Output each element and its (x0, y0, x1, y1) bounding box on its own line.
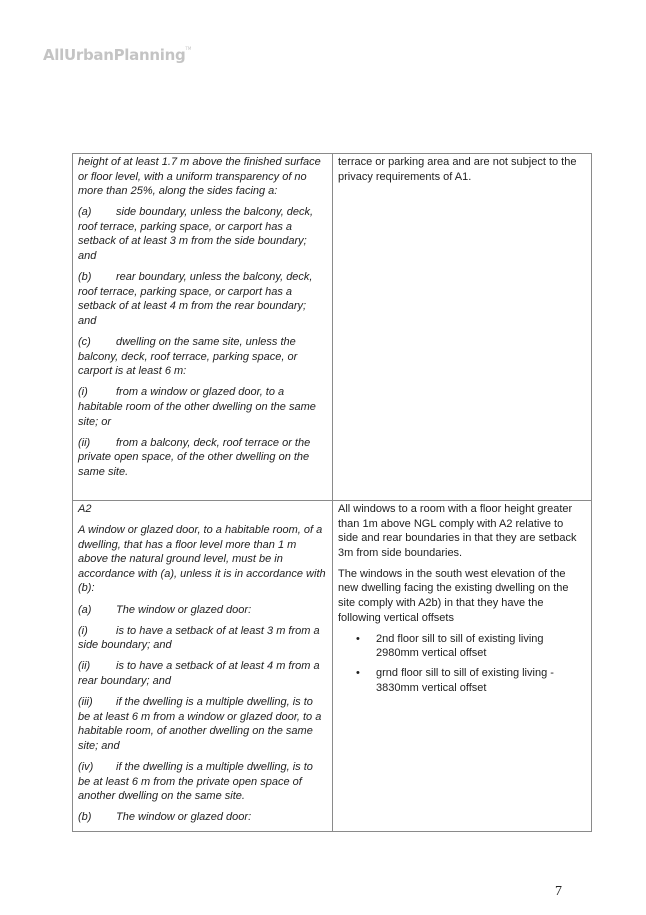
acceptable-solution-cell (73, 501, 333, 832)
clause-label: (b) (78, 811, 92, 824)
offset-list (338, 632, 586, 695)
compliance-response-cell (333, 501, 592, 832)
clause-item (78, 659, 327, 688)
bullet-icon: • (356, 666, 360, 679)
clause-label: (i) (78, 624, 88, 637)
table-row (73, 501, 592, 832)
acceptable-solution-cell (73, 154, 333, 501)
page-number: 7 (555, 884, 562, 899)
clause-item (78, 695, 327, 753)
clause-text: from a balcony, deck, roof terrace or the private open space, of the other dwelling on the same site. (78, 436, 311, 478)
response-paragraph: All windows to a room with a floor height greater than 1m above NGL comply with A2 relative to side and rear boundaries in that they are setback 3m from side boundaries. (338, 503, 577, 559)
clause-text: if the dwelling is a multiple dwelling, is to be at least 6 m from the private open space of another dwelling on the same site. (78, 760, 313, 803)
clause-text: The window or glazed door: (116, 811, 252, 824)
table-row (73, 154, 592, 501)
bullet-icon: • (356, 632, 360, 645)
response-text: terrace or parking area and are not subject to the privacy requirements of A1. (338, 156, 577, 183)
clause-label: (iii) (78, 696, 93, 709)
clause-item (78, 385, 327, 429)
clause-text: if the dwelling is a multiple dwelling, is to be at least 6 m from a window or glazed door, to a habitable room, of another dwelling on the same site; and (78, 696, 322, 752)
compliance-response-cell (333, 154, 592, 501)
clause-label: (ii) (78, 436, 91, 449)
clause-text: rear boundary, unless the balcony, deck, roof terrace, parking space, or carport has a setback of at least 4 m from the rear boundary; and (78, 271, 313, 327)
clause-item (78, 205, 327, 263)
provisions-table (72, 153, 592, 832)
clause-heading: A2 (78, 503, 92, 515)
clause-text: dwelling on the same site, unless the balcony, deck, roof terrace, parking space, or carport is at least 6 m: (78, 336, 298, 378)
list-item-text: 2nd floor sill to sill of existing living 2980mm vertical offset (376, 632, 544, 660)
clause-label: (ii) (78, 660, 91, 673)
clause-label: (a) (78, 206, 92, 219)
clause-label: (a) (78, 603, 92, 616)
brand-logo-text: AllUrbanPlanning (43, 46, 186, 64)
list-item-text: grnd floor sill to sill of existing living - 3830mm vertical offset (376, 666, 554, 694)
list-item (356, 632, 586, 661)
response-paragraph: The windows in the south west elevation of the new dwelling facing the existing dwelling on the site comply with A2b) in that they have the following vertical offsets (338, 567, 569, 624)
clause-text: from a window or glazed door, to a habitable room of the other dwelling on the same site; or (78, 386, 316, 428)
brand-logo-trademark: TM (185, 46, 192, 51)
clause-item (78, 335, 327, 379)
clause-text: side boundary, unless the balcony, deck, roof terrace, parking space, or carport has a setback of at least 3 m from the side boundary; and (78, 206, 314, 263)
clause-item (78, 270, 327, 328)
clause-item (78, 810, 327, 825)
brand-logo (43, 46, 191, 64)
clause-text: is to have a setback of at least 3 m from a side boundary; and (78, 624, 320, 652)
clause-label: (i) (78, 386, 88, 399)
clause-item (78, 603, 327, 618)
clause-label: (iv) (78, 760, 94, 773)
clause-text: is to have a setback of at least 4 m from a rear boundary; and (78, 660, 320, 687)
clause-item (78, 760, 327, 804)
clause-label: (c) (78, 336, 91, 349)
clause-item (78, 624, 327, 653)
clause-intro: A window or glazed door, to a habitable room, of a dwelling, that has a floor level more than 1 m above the natural ground level, must be in accordance with (a), unless it is in accordance with (b): (78, 524, 326, 595)
clause-item (78, 436, 327, 480)
clause-label: (b) (78, 271, 92, 284)
list-item (356, 666, 586, 695)
clause-text: The window or glazed door: (116, 603, 252, 616)
clause-intro: height of at least 1.7 m above the finished surface or floor level, with a uniform transparency of no more than 25%, along the sides facing a: (78, 156, 321, 198)
